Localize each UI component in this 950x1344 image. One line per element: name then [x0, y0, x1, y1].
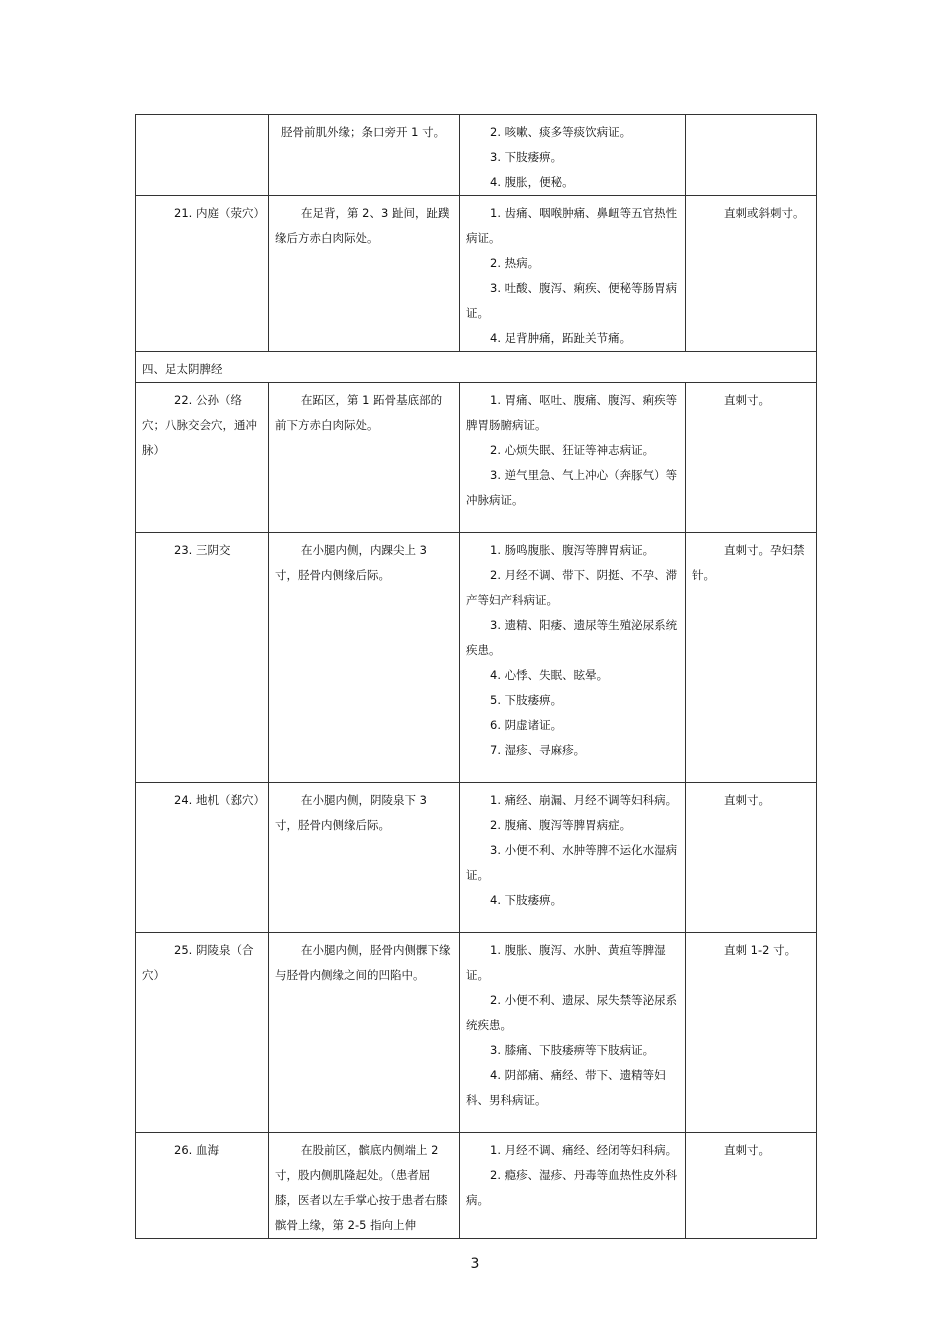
- needling-method: 直刺或斜刺寸。: [686, 196, 817, 352]
- indication-item: 2. 腹痛、腹泻等脾胃病症。: [490, 818, 632, 832]
- acupoint-name: [136, 115, 269, 196]
- acupoint-name: 25. 阴陵泉（合穴）: [136, 933, 269, 1133]
- needling-method: 直刺寸。: [686, 383, 817, 533]
- acupoint-indications: [460, 115, 686, 196]
- indication-item: 2. 热病。: [490, 256, 540, 270]
- acupoint-location: 在小腿内侧，阴陵泉下 3 寸，胫骨内侧缘后际。: [269, 783, 460, 933]
- needling-method: 直刺寸。: [686, 1133, 817, 1239]
- indication-item: 4. 下肢痿痹。: [490, 893, 563, 907]
- indication-item: 2. 瘾疹、湿疹、丹毒等血热性皮外科病。: [466, 1168, 678, 1207]
- indication-item: 4. 心悸、失眠、眩晕。: [490, 668, 609, 682]
- needling-method: 直刺寸。: [686, 783, 817, 933]
- indication-item: 1. 腹胀、腹泻、水肿、黄疸等脾湿证。: [466, 943, 666, 982]
- acupoint-location: 在小腿内侧，胫骨内侧髁下缘与胫骨内侧缘之间的凹陷中。: [269, 933, 460, 1133]
- acupoint-location: 在小腿内侧，内踝尖上 3 寸，胫骨内侧缘后际。: [269, 533, 460, 783]
- indication-item: 4. 阴部痛、痛经、带下、遗精等妇科、男科病证。: [466, 1068, 666, 1107]
- acupoint-indications: [460, 383, 686, 533]
- acupoint-indications: [460, 933, 686, 1133]
- table-row: [136, 383, 817, 533]
- indication-item: 7. 湿疹、寻麻疹。: [490, 743, 586, 757]
- table-row: [136, 783, 817, 933]
- indication-item: 2. 月经不调、带下、阴挺、不孕、滞产等妇产科病证。: [466, 568, 678, 607]
- indication-item: 5. 下肢痿痹。: [490, 693, 563, 707]
- indication-item: 1. 胃痛、呕吐、腹痛、腹泻、痢疾等脾胃肠腑病证。: [466, 393, 678, 432]
- indication-item: 2. 咳嗽、痰多等痰饮病证。: [490, 125, 632, 139]
- indication-item: 4. 腹胀，便秘。: [490, 175, 574, 189]
- acupoint-indications: [460, 1133, 686, 1239]
- acupoint-location: 在足背，第 2、3 趾间，趾蹼缘后方赤白肉际处。: [269, 196, 460, 352]
- acupoint-table: [135, 114, 817, 1239]
- indication-item: 2. 小便不利、遗尿、尿失禁等泌尿系统疾患。: [466, 993, 678, 1032]
- indication-item: 3. 小便不利、水肿等脾不运化水湿病证。: [466, 843, 678, 882]
- acupoint-location: 胫骨前肌外缘；条口旁开 1 寸。: [269, 115, 460, 196]
- acupoint-name: 26. 血海: [136, 1133, 269, 1239]
- acupoint-indications: [460, 196, 686, 352]
- needling-method: 直刺寸。孕妇禁针。: [686, 533, 817, 783]
- acupoint-name: 23. 三阴交: [136, 533, 269, 783]
- meridian-section-title: 四、足太阴脾经: [136, 352, 817, 383]
- acupoint-indications: [460, 783, 686, 933]
- acupoint-location: 在股前区，髌底内侧端上 2 寸，股内侧肌隆起处。（患者屈膝，医者以左手掌心按于患者右膝髌骨上缘，第 2-5 指向上伸: [269, 1133, 460, 1239]
- indication-item: 3. 吐酸、腹泻、痢疾、便秘等肠胃病证。: [466, 281, 678, 320]
- acupoint-location: 在跖区，第 1 跖骨基底部的前下方赤白肉际处。: [269, 383, 460, 533]
- indication-item: 6. 阴虚诸证。: [490, 718, 563, 732]
- acupoint-name: 24. 地机（郄穴）: [136, 783, 269, 933]
- table-row: [136, 115, 817, 196]
- indication-item: 2. 心烦失眠、狂证等神志病证。: [490, 443, 655, 457]
- table-row: [136, 1133, 817, 1239]
- section-row: [136, 352, 817, 383]
- table-row: [136, 533, 817, 783]
- indication-item: 3. 逆气里急、气上冲心（奔豚气）等冲脉病证。: [466, 468, 678, 507]
- indication-item: 3. 膝痛、下肢痿痹等下肢病证。: [490, 1043, 655, 1057]
- table-row: [136, 196, 817, 352]
- indication-item: 3. 遗精、阳痿、遗尿等生殖泌尿系统疾患。: [466, 618, 678, 657]
- needling-method: [686, 115, 817, 196]
- indication-item: 1. 齿痛、咽喉肿痛、鼻衄等五官热性病证。: [466, 206, 678, 245]
- acupoint-name: 22. 公孙（络穴；八脉交会穴，通冲脉）: [136, 383, 269, 533]
- indication-item: 4. 足背肿痛，跖趾关节痛。: [490, 331, 632, 345]
- acupoint-indications: [460, 533, 686, 783]
- page-number: 3: [470, 1256, 480, 1272]
- needling-method: 直刺 1-2 寸。: [686, 933, 817, 1133]
- table-row: [136, 933, 817, 1133]
- indication-item: 1. 痛经、崩漏、月经不调等妇科病。: [490, 793, 678, 807]
- indication-item: 1. 肠鸣腹胀、腹泻等脾胃病证。: [490, 543, 655, 557]
- acupoint-name: 21. 内庭（荥穴）: [136, 196, 269, 352]
- indication-item: 1. 月经不调、痛经、经闭等妇科病。: [490, 1143, 678, 1157]
- indication-item: 3. 下肢痿痹。: [490, 150, 563, 164]
